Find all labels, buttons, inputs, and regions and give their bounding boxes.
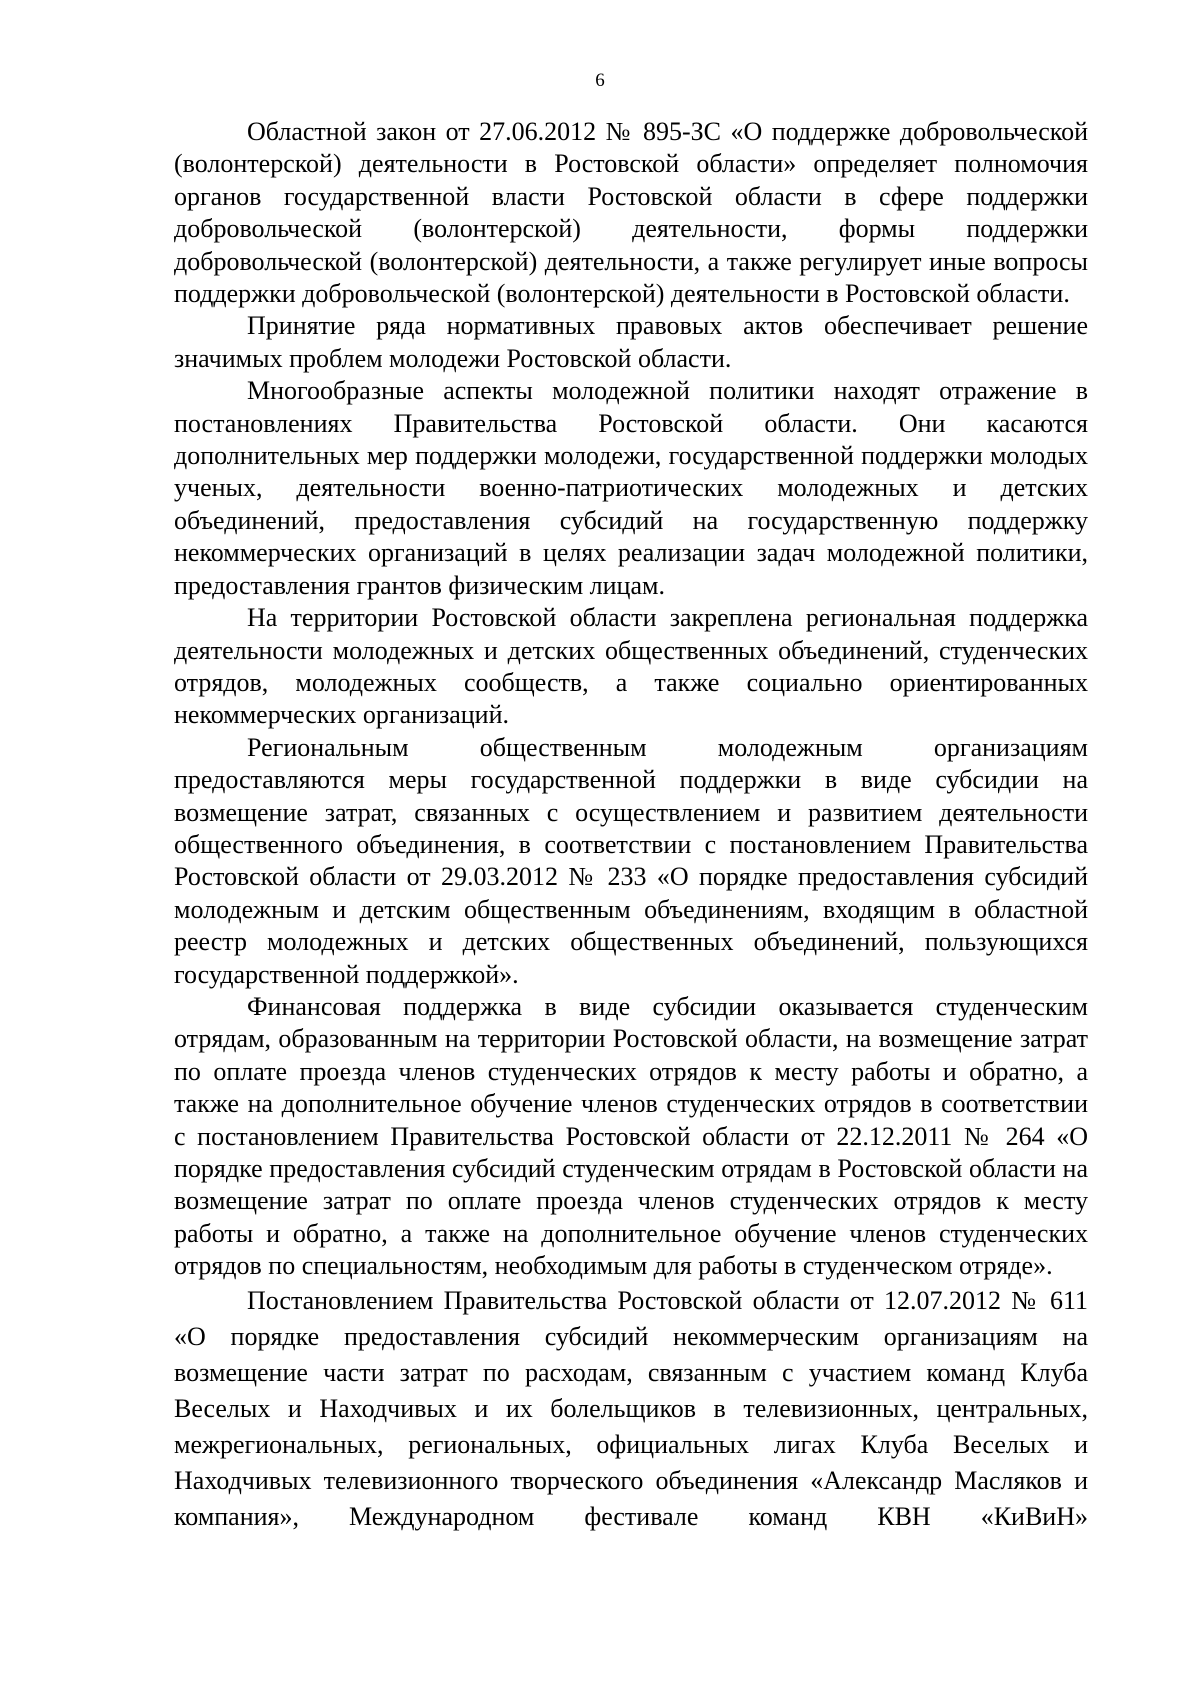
paragraph-volunteer-law: Областной закон от 27.06.2012 № 895-ЗС «О поддержке добровольческой (волонтерской) деятельности в Ростовской области» определяет полномочия органов государственной власти Ростовской области в сфере поддержки добровольческой (волонтерской) деятельности, формы поддержки добровольческой (волонтерской) деятельности, а также регулирует иные вопросы поддержки добровольческой (волонтерской) деятельности в Ростовской области. bbox=[174, 117, 1088, 309]
document-body bbox=[174, 116, 1088, 1535]
paragraph-student-detachments-support: Финансовая поддержка в виде субсидии оказывается студенческим отрядам, образованным на территории Ростовской области, на возмещение затрат по оплате проезда членов студенческих отрядов к месту работы и обратно, а также на дополнительное обучение членов студенческих отрядов в соответствии с постановлением Правительства Ростовской области от 22.12.2011 № 264 «О порядке предоставления субсидий студенческим отрядам в Ростовской области на возмещение затрат по оплате проезда членов студенческих отрядов к месту работы и обратно, а также на дополнительное обучение членов студенческих отрядов по специальностям, необходимым для работы в студенческом отряде». bbox=[174, 991, 1088, 1281]
paragraph-youth-organizations-subsidy: Региональным общественным молодежным организациям предоставляются меры государственной поддержки в виде субсидии на возмещение затрат, связанных с осуществлением и развитием деятельности общественного объединения, в соответствии с постановлением Правительства Ростовской области от 29.03.2012 № 233 «О порядке предоставления субсидий молодежным и детским общественным объединениям, входящим в областной реестр молодежных и детских общественных объединений, пользующихся государственной поддержкой». bbox=[174, 732, 1088, 989]
paragraph-kvn-subsidy: Постановлением Правительства Ростовской области от 12.07.2012 № 611 «О порядке предоставления субсидий некоммерческим организациям на возмещение части затрат по расходам, связанным с участием команд Клуба Веселых и Находчивых и их болельщиков в телевизионных, центральных, межрегиональных, региональных, официальных лигах Клуба Веселых и Находчивых телевизионного творческого объединения «Александр Масляков и компания», Международном фестивале команд КВН «КиВиН» bbox=[174, 1285, 1088, 1531]
paragraph-regional-support: На территории Ростовской области закреплена региональная поддержка деятельности молодежных и детских общественных объединений, студенческих отрядов, молодежных сообществ, а также социально ориентированных некоммерческих организаций. bbox=[174, 603, 1088, 730]
paragraph-youth-policy-aspects: Многообразные аспекты молодежной политики находят отражение в постановлениях Правительства Ростовской области. Они касаются дополнительных мер поддержки молодежи, государственной поддержки молодых ученых, деятельности военно-патриотических молодежных и детских объединений, предоставления субсидий на государственную поддержку некоммерческих организаций в целях реализации задач молодежной политики, предоставления грантов физическим лицам. bbox=[174, 376, 1088, 600]
page-number: 6 bbox=[595, 70, 605, 91]
paragraph-normative-acts: Принятие ряда нормативных правовых актов обеспечивает решение значимых проблем молодежи Ростовской области. bbox=[174, 311, 1088, 373]
